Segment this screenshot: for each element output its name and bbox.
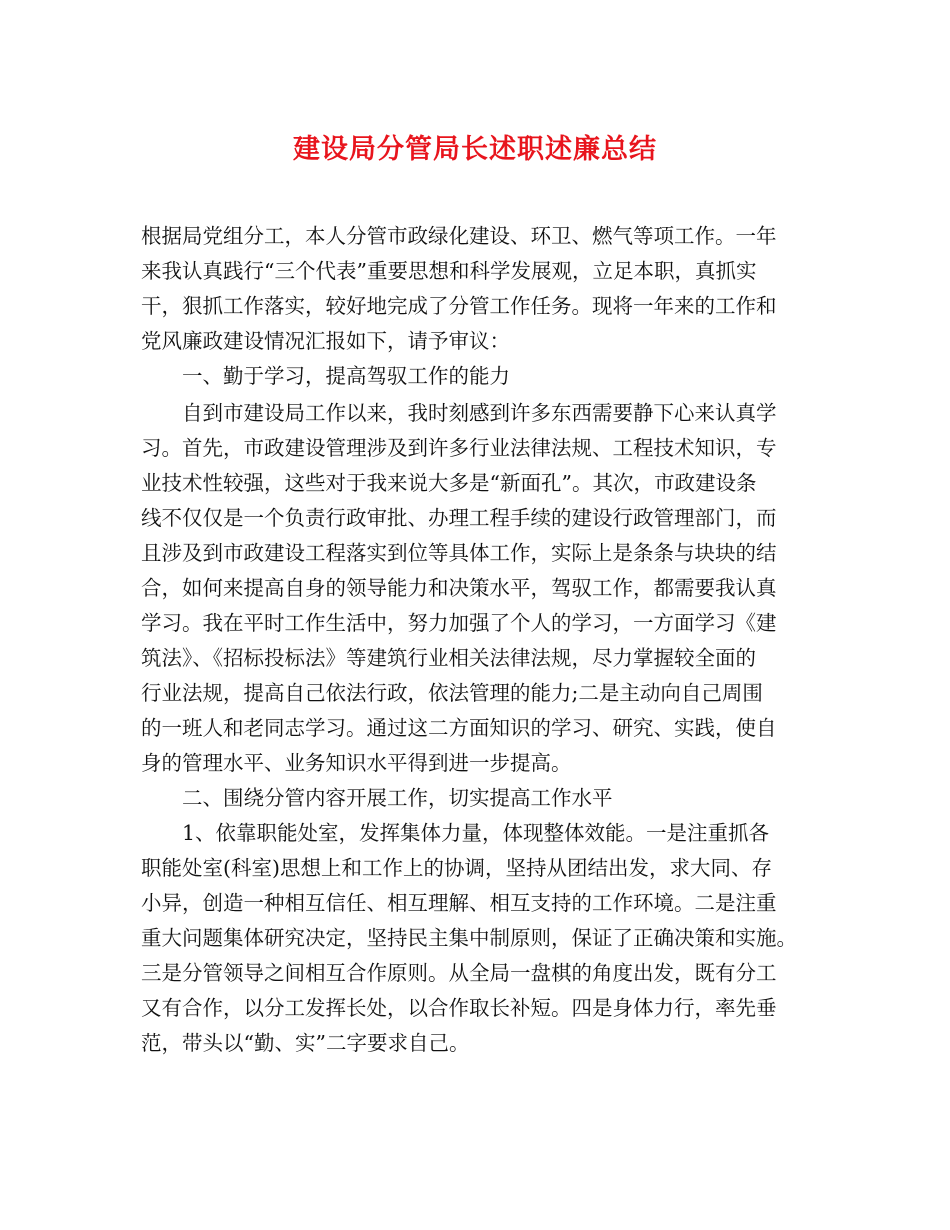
body-line: 又有合作，以分工发挥长处，以合作取长补短。四是身体力行，率先垂 — [141, 996, 777, 1020]
body-line: 习。首先，市政建设管理涉及到许多行业法律法规、工程技术知识，专 — [141, 436, 777, 460]
body-line: 范，带头以“勤、实”二字要求自己。 — [141, 1031, 470, 1055]
body-line: 且涉及到市政建设工程落实到位等具体工作，实际上是条条与块块的结 — [141, 541, 777, 565]
body-line: 的一班人和老同志学习。通过这二方面知识的学习、研究、实践，使自 — [141, 716, 777, 740]
body-line: 合，如何来提高自身的领导能力和决策水平，驾驭工作，都需要我认真 — [141, 576, 777, 600]
body-line: 小异，创造一种相互信任、相互理解、相互支持的工作环境。二是注重 — [141, 891, 777, 915]
body-line: 干，狠抓工作落实，较好地完成了分管工作任务。现将一年来的工作和 — [141, 294, 777, 318]
body-line: 1、依靠职能处室，发挥集体力量，体现整体效能。一是注重抓各 — [182, 821, 770, 845]
body-line: 学习。我在平时工作生活中，努力加强了个人的学习，一方面学习《建 — [141, 611, 777, 635]
body-line: 线不仅仅是一个负责行政审批、办理工程手续的建设行政管理部门，而 — [141, 506, 777, 530]
document-title: 建设局分管局长述职述廉总结 — [293, 134, 657, 165]
section-heading: 二、围绕分管内容开展工作，切实提高工作水平 — [182, 786, 613, 810]
body-line: 业技术性较强，这些对于我来说大多是“新面孔”。其次，市政建设条 — [141, 471, 757, 495]
body-line: 根据局党组分工，本人分管市政绿化建设、环卫、燃气等项工作。一年 — [141, 224, 777, 248]
body-line: 自到市建设局工作以来，我时刻感到许多东西需要静下心来认真学 — [182, 401, 777, 425]
body-line: 党风廉政建设情况汇报如下，请予审议： — [141, 329, 510, 353]
body-line: 职能处室(科室)思想上和工作上的协调，坚持从团结出发，求大同、存 — [141, 856, 772, 880]
body-line: 身的管理水平、业务知识水平得到进一步提高。 — [141, 751, 572, 775]
body-line: 来我认真践行“三个代表”重要思想和科学发展观，立足本职，真抓实 — [141, 259, 757, 283]
body-line: 三是分管领导之间相互合作原则。从全局一盘棋的角度出发，既有分工 — [141, 961, 777, 985]
section-heading: 一、勤于学习，提高驾驭工作的能力 — [182, 364, 510, 388]
body-line: 筑法》、《招标投标法》等建筑行业相关法律法规，尽力掌握较全面的 — [141, 646, 756, 670]
body-line: 行业法规，提高自己依法行政，依法管理的能力;二是主动向自己周围 — [141, 681, 763, 705]
body-line: 重大问题集体研究决定，坚持民主集中制原则，保证了正确决策和实施。 — [141, 926, 797, 950]
